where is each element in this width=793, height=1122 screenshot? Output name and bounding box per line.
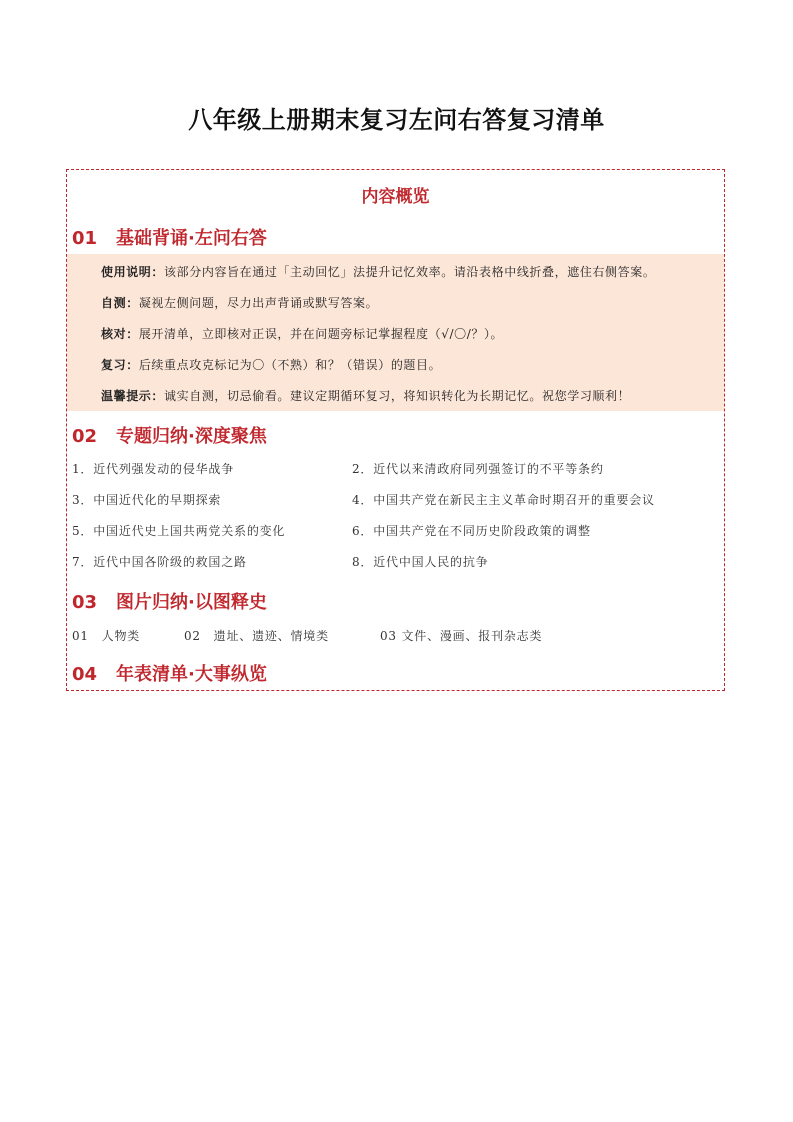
instruction-text: 展开清单，立即核对正误，并在问题旁标记掌握程度（√/〇/？）。: [138, 327, 504, 341]
section-heading-02: [72, 422, 267, 448]
topic-item: 1．近代列强发动的侵华战争: [72, 462, 235, 476]
picture-category: 03 文件、漫画、报刊杂志类: [380, 629, 543, 643]
topic-item: 2．近代以来清政府同列强签订的不平等条约: [352, 462, 604, 476]
section-number: 03: [72, 592, 98, 613]
picture-category: 01 人物类: [72, 629, 141, 643]
section-heading-03: [72, 588, 267, 614]
instruction-text: 该部分内容旨在通过「主动回忆」法提升记忆效率。请沿表格中线折叠，遮住右侧答案。: [164, 265, 656, 279]
instruction-label: 复习：: [101, 358, 139, 372]
instruction-line: [101, 325, 503, 342]
section-title: 基础背诵·左问右答: [116, 228, 267, 249]
instruction-text: 诚实自测，切忌偷看。建议定期循环复习，将知识转化为长期记忆。祝您学习顺利！: [164, 389, 631, 403]
section-title: 年表清单·大事纵览: [116, 664, 267, 685]
instruction-line: [101, 356, 441, 373]
topic-item: 4．中国共产党在新民主主义革命时期召开的重要会议: [352, 493, 655, 507]
section-heading-01: [72, 224, 267, 250]
section-heading-04: [72, 660, 267, 686]
topic-item: 6．中国共产党在不同历史阶段政策的调整: [352, 524, 591, 538]
section-title: 专题归纳·深度聚焦: [116, 426, 267, 447]
instruction-label: 温馨提示：: [101, 389, 165, 403]
picture-category: 02 遗址、遗迹、情境类: [184, 629, 329, 643]
instructions-panel: [67, 254, 724, 411]
page-title: 八年级上册期末复习左问右答复习清单: [188, 106, 605, 134]
section-title: 图片归纳·以图释史: [116, 592, 267, 613]
topic-item: 5．中国近代史上国共两党关系的变化: [72, 524, 286, 538]
overview-title: 内容概览: [361, 187, 430, 207]
instruction-text: 后续重点攻克标记为〇（不熟）和？（错误）的题目。: [138, 358, 442, 372]
section-number: 02: [72, 426, 98, 447]
instruction-label: 自测：: [101, 296, 139, 310]
content-overview-box: [66, 169, 725, 691]
instruction-text: 凝视左侧问题，尽力出声背诵或默写答案。: [138, 296, 379, 310]
instruction-line: [101, 294, 378, 311]
section-number: 04: [72, 664, 98, 685]
topic-item: 8．近代中国人民的抗争: [352, 555, 489, 569]
topic-item: 3．中国近代化的早期探索: [72, 493, 222, 507]
instruction-line: [101, 263, 655, 280]
instruction-label: 核对：: [101, 327, 139, 341]
topic-item: 7．近代中国各阶级的救国之路: [72, 555, 247, 569]
section-number: 01: [72, 228, 98, 249]
instruction-label: 使用说明：: [101, 265, 165, 279]
instruction-line: [101, 387, 630, 404]
